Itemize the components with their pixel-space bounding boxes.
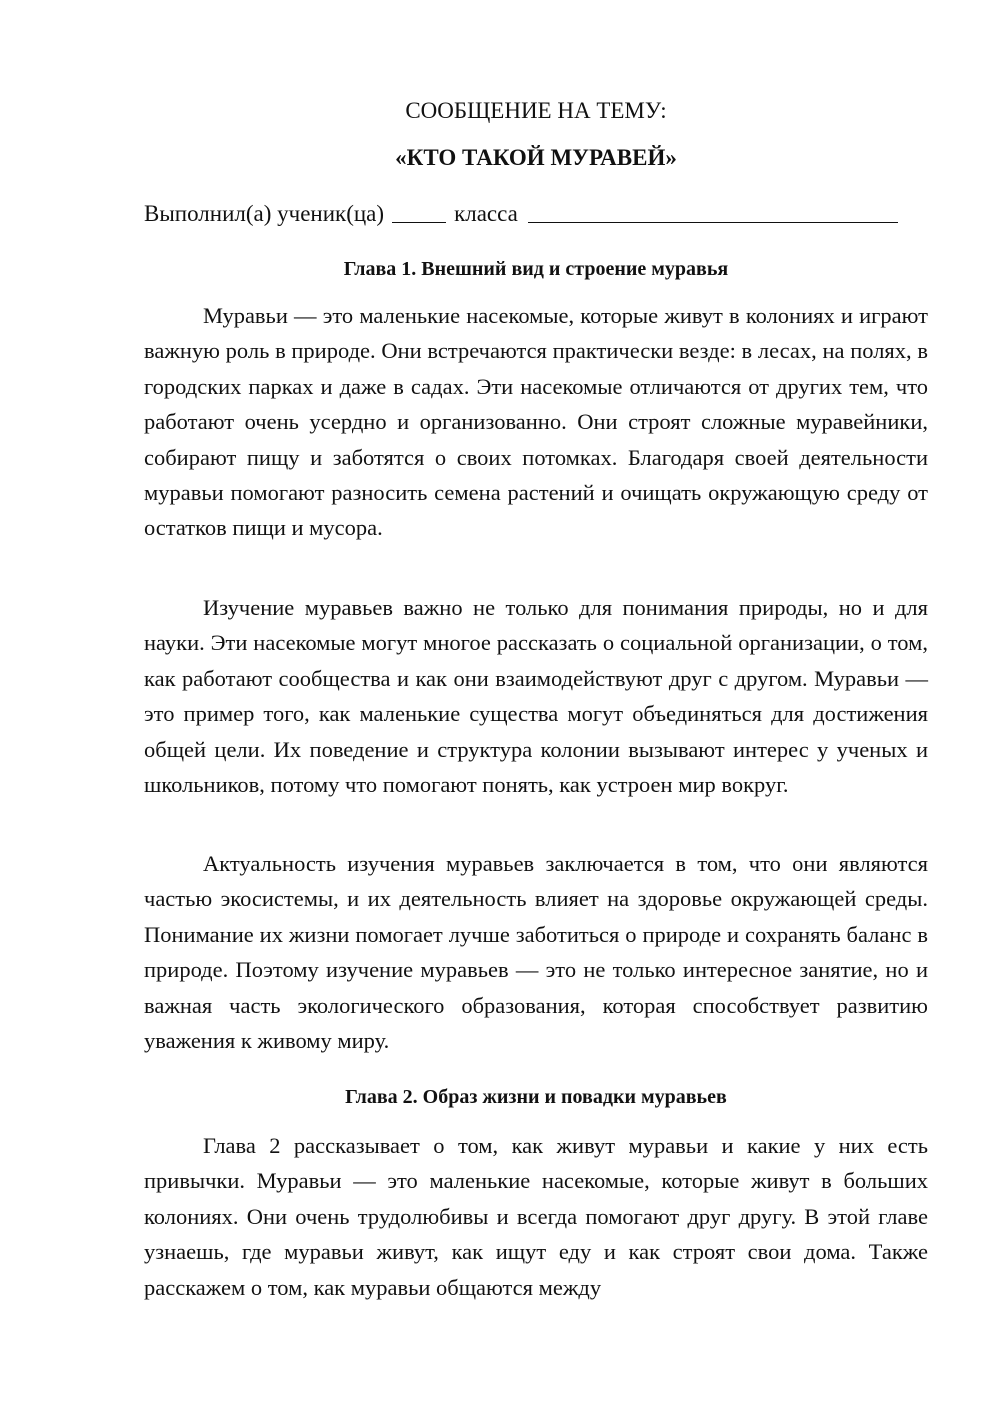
name-blank [528,200,898,223]
chapter-2-heading: Глава 2. Образ жизни и повадки муравьев [345,1086,727,1108]
chapter-2-paragraph-1: Глава 2 рассказывает о том, как живут муравьи и какие у них есть привычки. Муравьи — это маленькие насекомые, которые живут в больших колониях. Они очень трудолюбивы и всегда помогают друг другу. В этой главе узнаешь, где муравьи живут, как ищут еду и как строят свои дома. Также расскажем о том, как муравьи общаются между [144,1133,928,1300]
title-line-2: «КТО ТАКОЙ МУРАВЕЙ» [395,145,677,170]
title-line-1: СООБЩЕНИЕ НА ТЕМУ: [405,98,667,123]
performer-label: Выполнил(а) ученик(ца) [144,201,385,226]
class-label: класса [454,201,518,226]
chapter-1-heading: Глава 1. Внешний вид и строение муравья [343,258,729,280]
chapter-1-paragraph-2: Изучение муравьев важно не только для понимания природы, но и для науки. Эти насекомые могут многое рассказать о социальной организации, о том, как работают сообщества и как они взаимодействуют друг с другом. Муравьи — это пример того, как маленькие существа могут объединяться для достижения общей цели. Их поведение и структура колонии вызывают интерес у ученых и школьников, потому что помогают понять, как устроен мир вокруг. [144,595,928,798]
chapter-1-paragraph-3: Актуальность изучения муравьев заключается в том, что они являются частью экосистемы, и их деятельность влияет на здоровье окружающей среды. Понимание их жизни помогает лучше заботиться о природе и сохранять баланс в природе. Поэтому изучение муравьев — это не только интересное занятие, но и важная часть экологического образования, которая способствует развитию уважения к живому миру. [144,851,928,1054]
grade-blank [392,200,446,223]
performer-line [144,198,934,229]
chapter-1-paragraph-1: Муравьи — это маленькие насекомые, которые живут в колониях и играют важную роль в природе. Они встречаются практически везде: в лесах, на полях, в городских парках и даже в садах. Эти насекомые отличаются от других тем, что работают очень усердно и организованно. Они строят сложные муравейники, собирают пищу и заботятся о своих потомках. Благодаря своей деятельности муравьи помогают разносить семена растений и очищать окружающую среду от остатков пищи и мусора. [144,303,928,541]
